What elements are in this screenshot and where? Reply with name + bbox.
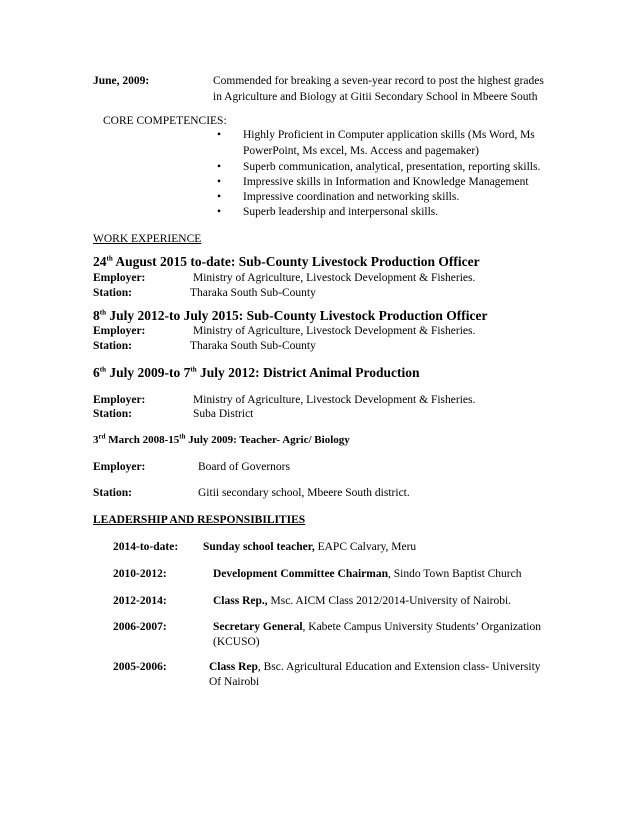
award-line-1: Commended for breaking a seven-year record to post the highest grades: [213, 75, 544, 87]
station-value: Gitii secondary school, Mbeere South district.: [198, 487, 410, 499]
job-title: 8th July 2012-to July 2015: Sub-County Livestock Production Officer: [93, 308, 488, 323]
job-title: 24th August 2015 to-date: Sub-County Livestock Production Officer: [93, 254, 480, 269]
job-title: 3rd March 2008-15th July 2009: Teacher- Agric/ Biology: [93, 432, 350, 446]
employer-label: Employer:: [93, 272, 146, 284]
leadership-period: 2010-2012:: [113, 568, 167, 580]
leadership-entry: Class Rep, Bsc. Agricultural Education and Extension class- University: [209, 661, 541, 673]
employer-label: Employer:: [93, 325, 146, 337]
employer-value: Ministry of Agriculture, Livestock Development & Fisheries.: [193, 394, 476, 406]
leadership-period: 2012-2014:: [113, 595, 167, 607]
award-line-2: in Agriculture and Biology at Gitii Secondary School in Mbeere South: [213, 91, 538, 103]
leadership-entry-continued: (KCUSO): [213, 636, 260, 648]
work-heading: WORK EXPERIENCE: [93, 233, 202, 245]
station-label: Station:: [93, 487, 132, 499]
station-value: Tharaka South Sub-County: [190, 340, 316, 352]
leadership-entry: Development Committee Chairman, Sindo Town Baptist Church: [213, 568, 522, 580]
leadership-entry-continued: Of Nairobi: [209, 676, 260, 688]
award-date: June, 2009:: [93, 75, 150, 87]
station-label: Station:: [93, 408, 132, 420]
station-label: Station:: [93, 287, 132, 299]
employer-label: Employer:: [93, 461, 146, 473]
leadership-entry: Class Rep., Msc. AICM Class 2012/2014-University of Nairobi.: [213, 595, 512, 607]
employer-value: Board of Governors: [198, 461, 290, 473]
leadership-period: 2014-to-date:: [113, 541, 179, 553]
job-title: 6th July 2009-to 7th July 2012: District Animal Production: [93, 365, 420, 380]
station-label: Station:: [93, 340, 132, 352]
competencies-heading: CORE COMPETENCIES:: [103, 115, 227, 127]
leadership-entry: Secretary General, Kabete Campus University Students’ Organization: [213, 621, 541, 633]
station-value: Suba District: [193, 408, 254, 420]
leadership-period: 2006-2007:: [113, 621, 167, 633]
station-value: Tharaka South Sub-County: [190, 287, 316, 299]
employer-value: Ministry of Agriculture, Livestock Development & Fisheries.: [193, 272, 476, 284]
leadership-heading: LEADERSHIP AND RESPONSIBILITIES: [93, 514, 306, 526]
resume-page: June, 2009: Commended for breaking a seven-year record to post the highest grades in Agriculture and Biology at Gitii Secondary School in Mbeere South CORE COMPETENCIES: Highly Proficient in Computer application skills (Ms Word, Ms PowerPoint, Ms excel, Ms. Access and pagemaker) Superb communication, analytical, presentation, reporting skills. Impressive skills in Information and Knowledge Management Impressive coordination and networking skills. Superb leadership and interpersonal skills. WORK EXPERIENCE 24th August 2015 to-date: Sub-County Livestock Production Officer Employer: Ministry of Agriculture, Livestock Development & Fisheries. Station: Tharaka South Sub-County 8th July 2012-to July 2015: Sub-County Livestock Production Officer Employer: Ministry of Agriculture, Livestock Development & Fisheries. Station: Tharaka South Sub-County 6th July 2009-to 7th July 2012: District Animal Production Employer: Ministry of Agriculture, Livestock Development & Fisheries. Station: Suba District 3rd March 2008-15th July 2009: Teacher- Agric/ Biology Employer: Board of Governors Station: Gitii secondary school, Mbeere South district. LEADERSHIP AND RESPONSIBILITIES 2014-to-date: Sunday school teacher, EAPC Calvary, Meru 2010-2012: Development Committee Chairman, Sindo Town Baptist Church 2012-2014: Class Rep., Msc. AICM Class 2012/2014-University of Nairobi. 2006-2007: Secretary General, Kabete Campus University Students’ Organization (KCUSO) 2005-2006: Class Rep, Bsc. Agricultural Education and Extension class- University Of Nairobi: [93, 75, 544, 688]
employer-label: Employer:: [93, 394, 146, 406]
leadership-entry: Sunday school teacher, EAPC Calvary, Meru: [203, 541, 417, 553]
leadership-period: 2005-2006:: [113, 661, 167, 673]
employer-value: Ministry of Agriculture, Livestock Development & Fisheries.: [193, 325, 476, 337]
competency-item-continued: PowerPoint, Ms excel, Ms. Access and pagemaker): [243, 145, 480, 157]
